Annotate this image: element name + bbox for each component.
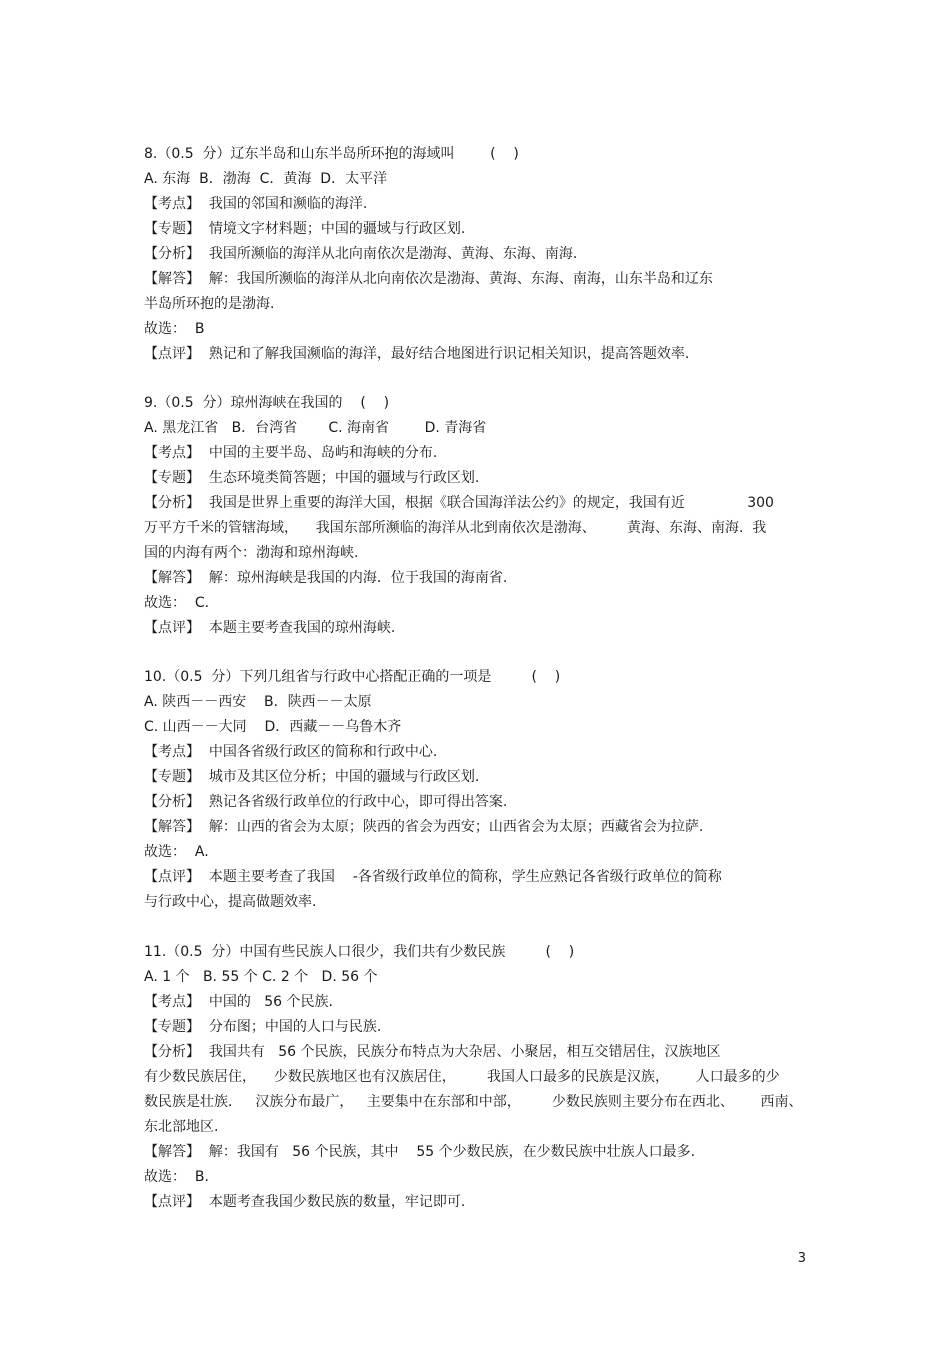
question-9-stem: 9.（0.5 分）琼州海峡在我国的 ( ) — [144, 395, 390, 411]
question-10-kaodian: 【考点】 中国各省级行政区的简称和行政中心. — [144, 744, 438, 760]
question-9-kaodian: 【考点】 中国的主要半岛、岛屿和海峡的分布. — [144, 445, 438, 461]
question-9-zhuanti: 【专题】 生态环境类简答题；中国的疆域与行政区划. — [144, 470, 480, 486]
question-9-jieda: 【解答】 解：琼州海峡是我国的内海．位于我国的海南省. — [144, 570, 508, 586]
page-number: 3 — [797, 1251, 806, 1266]
question-10-options-ab: A. 陕西－－西安 B．陕西－－太原 — [144, 694, 372, 710]
question-11-kaodian: 【考点】 中国的 56 个民族. — [144, 994, 333, 1010]
question-10-options-cd: C. 山西－－大同 D．西藏－－乌鲁木齐 — [144, 719, 402, 735]
question-11-zhuanti: 【专题】 分布图；中国的人口与民族. — [144, 1019, 382, 1035]
question-8-jieda: 【解答】 解：我国所濒临的海洋从北向南依次是渤海、黄海、东海、南海，山东半岛和辽东 — [144, 271, 713, 287]
question-11-fenxi-cont-3: 东北部地区. — [144, 1119, 219, 1135]
question-10-dianping: 【点评】 本题主要考查了我国 -各省级行政单位的简称，学生应熟记各省级行政单位的简称 — [144, 869, 722, 885]
question-11-fenxi: 【分析】 我国共有 56 个民族，民族分布特点为大杂居、小聚居，相互交错居住，汉族地区 — [144, 1044, 721, 1060]
question-10-fenxi: 【分析】 熟记各省级行政单位的行政中心，即可得出答案. — [144, 794, 508, 810]
question-8-dianping: 【点评】 熟记和了解我国濒临的海洋，最好结合地图进行识记相关知识，提高答题效率. — [144, 346, 690, 362]
question-8-fenxi: 【分析】 我国所濒临的海洋从北向南依次是渤海、黄海、东海、南海. — [144, 246, 578, 262]
question-9-fenxi-cont: 万平方千米的管辖海域， 我国东部所濒临的海洋从北到南依次是渤海、 黄海、东海、南海. 我 — [144, 520, 767, 536]
question-11 — [144, 940, 814, 1215]
question-10-stem: 10.（0.5 分）下列几组省与行政中心搭配正确的一项是 ( ) — [144, 669, 561, 685]
question-9-fenxi-cont-2: 国的内海有两个：渤海和琼州海峡. — [144, 545, 359, 561]
question-9-dianping: 【点评】 本题主要考查我国的琼州海峡. — [144, 620, 396, 636]
question-10 — [144, 665, 814, 915]
question-8 — [144, 142, 814, 367]
question-11-dianping: 【点评】 本题考查我国少数民族的数量，牢记即可. — [144, 1194, 466, 1210]
question-11-answer: 故选： B. — [144, 1169, 209, 1185]
question-8-zhuanti: 【专题】 情境文字材料题；中国的疆域与行政区划. — [144, 221, 466, 237]
question-10-dianping-cont: 与行政中心，提高做题效率. — [144, 894, 317, 910]
question-11-options: A. 1 个 B. 55 个 C. 2 个 D. 56 个 — [144, 969, 378, 985]
question-10-zhuanti: 【专题】 城市及其区位分析；中国的疆域与行政区划. — [144, 769, 480, 785]
question-11-stem: 11.（0.5 分）中国有些民族人口很少，我们共有少数民族 ( ) — [144, 944, 575, 960]
question-8-kaodian: 【考点】 我国的邻国和濒临的海洋. — [144, 196, 368, 212]
question-11-fenxi-cont: 有少数民族居住， 少数民族地区也有汉族居住， 我国人口最多的民族是汉族， 人口最多的少 — [144, 1069, 780, 1085]
question-8-answer: 故选： B — [144, 321, 205, 337]
question-11-jieda: 【解答】 解：我国有 56 个民族，其中 55 个少数民族，在少数民族中壮族人口最多. — [144, 1144, 696, 1160]
question-11-fenxi-cont-2: 数民族是壮族． 汉族分布最广， 主要集中在东部和中部， 少数民族则主要分布在西北、 西南、 — [144, 1094, 803, 1110]
question-10-jieda: 【解答】 解：山西的省会为太原；陕西的省会为西安；山西省会为太原；西藏省会为拉萨. — [144, 819, 704, 835]
question-8-jieda-cont: 半岛所环抱的是渤海. — [144, 296, 275, 312]
question-9-fenxi: 【分析】 我国是世界上重要的海洋大国，根据《联合国海洋法公约》的规定，我国有近 300 — [144, 495, 774, 511]
question-8-stem: 8.（0.5 分）辽东半岛和山东半岛所环抱的海域叫 ( ) — [144, 146, 519, 162]
question-10-answer: 故选： A. — [144, 844, 209, 860]
question-8-options: A. 东海 B．渤海 C．黄海 D．太平洋 — [144, 171, 388, 187]
question-9 — [144, 391, 814, 641]
question-9-answer: 故选： C. — [144, 595, 210, 611]
question-9-options: A. 黑龙江省 B．台湾省 C. 海南省 D. 青海省 — [144, 420, 487, 436]
